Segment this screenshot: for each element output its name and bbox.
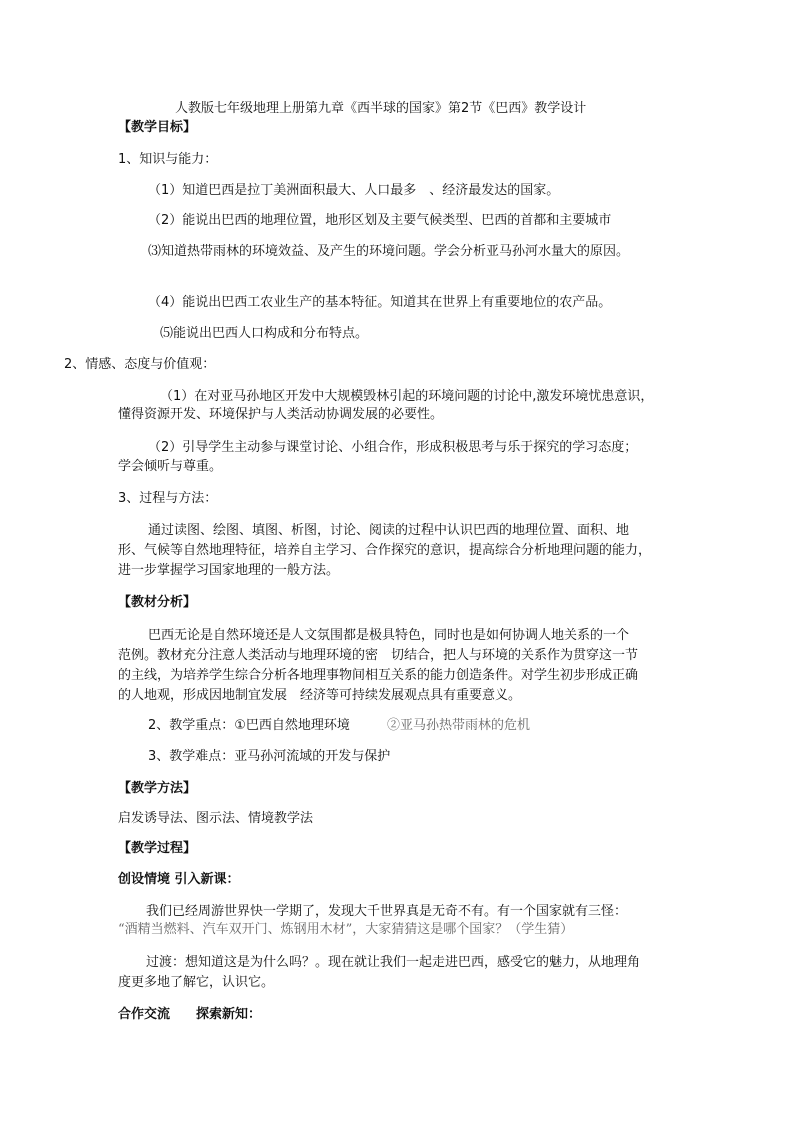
process-cooperation-heading: 合作交流 探索新知： [118, 1007, 262, 1022]
section-heading-goals: 【教学目标】 [118, 120, 197, 135]
goals-emotion-item-2-line-2: 学会倾听与尊重。 [118, 459, 223, 474]
section-heading-analysis: 【教材分析】 [118, 595, 197, 610]
method-text: 启发诱导法、图示法、情境教学法 [118, 811, 314, 826]
goals-knowledge-item-3: ⑶知道热带雨林的环境效益、及产生的环境问题。学会分析亚马孙河水量大的原因。 [148, 244, 630, 259]
analysis-line-4: 的人地观，形成因地制宜发展 经济等可持续发展观点具有重要意义。 [118, 688, 522, 703]
document-title: 人教版七年级地理上册第九章《西半球的国家》第2节《巴西》教学设计 [175, 101, 587, 116]
goals-process-line-2: 形、气候等自然地理特征，培养自主学习、合作探究的意识，提高综合分析地理问题的能力， [118, 543, 652, 558]
goals-knowledge-heading: 1、知识与能力： [118, 152, 218, 167]
process-intro-line-2: “酒精当燃料、汽车双开门、炼钢用木材”，大家猜猜这是哪个国家？（学生猜） [118, 922, 574, 937]
goals-emotion-item-1-line-1: （1）在对亚马孙地区开发中大规模毁林引起的环境问题的讨论中,激发环境忧患意识， [160, 389, 654, 404]
analysis-line-1: 巴西无论是自然环境还是人文氛围都是极具特色，同时也是如何协调人地关系的一个 [148, 628, 630, 643]
goals-process-line-3: 进一步掌握学习国家地理的一般方法。 [118, 563, 340, 578]
analysis-difficulty: 3、教学难点：亚马孙河流域的开发与保护 [148, 749, 391, 764]
analysis-line-2: 范例。教材充分注意人类活动与地理环境的密 切结合，把人与环境的关系作为贯穿这一节 [118, 648, 639, 663]
analysis-line-3: 的主线，为培养学生综合分析各地理事物间相互关系的能力创造条件。对学生初步形成正确 [118, 668, 639, 683]
process-intro-line-1: 我们已经周游世界快一学期了，发现大千世界真是无奇不有。有一个国家就有三怪： [146, 904, 628, 919]
process-intro-heading: 创设情境 引入新课： [118, 872, 240, 887]
process-transition-line-2: 度更多地了解它，认识它。 [118, 975, 275, 990]
goals-knowledge-item-1: （1）知道巴西是拉丁美洲面积最大、人口最多 、经济最发达的国家。 [148, 183, 560, 198]
analysis-key-point-2: ②亚马孙热带雨林的危机 [387, 718, 531, 733]
goals-knowledge-item-4: （4）能说出巴西工农业生产的基本特征。知道其在世界上有重要地位的农产品。 [148, 295, 612, 310]
analysis-key-point-1: 2、教学重点：①巴西自然地理环境 [148, 718, 350, 733]
goals-emotion-item-2-line-1: （2）引导学生主动参与课堂讨论、小组合作，形成积极思考与乐于探究的学习态度； [148, 440, 638, 455]
section-heading-method: 【教学方法】 [118, 781, 197, 796]
goals-emotion-item-1-line-2: 懂得资源开发、环境保护与人类活动协调发展的必要性。 [118, 407, 444, 422]
section-heading-process: 【教学过程】 [118, 841, 197, 856]
goals-knowledge-item-5: ⑸能说出巴西人口构成和分布特点。 [160, 326, 369, 341]
goals-process-line-1: 通过读图、绘图、填图、析图，讨论、阅读的过程中认识巴西的地理位置、面积、地 [148, 523, 630, 538]
process-transition-line-1: 过渡：想知道这是为什么吗？。现在就让我们一起走进巴西，感受它的魅力，从地理角 [146, 955, 641, 970]
goals-knowledge-item-2: （2）能说出巴西的地理位置，地形区划及主要气候类型、巴西的首都和主要城市 [148, 213, 612, 228]
goals-process-heading: 3、过程与方法： [118, 491, 218, 506]
goals-emotion-heading: 2、情感、态度与价值观： [64, 357, 216, 372]
